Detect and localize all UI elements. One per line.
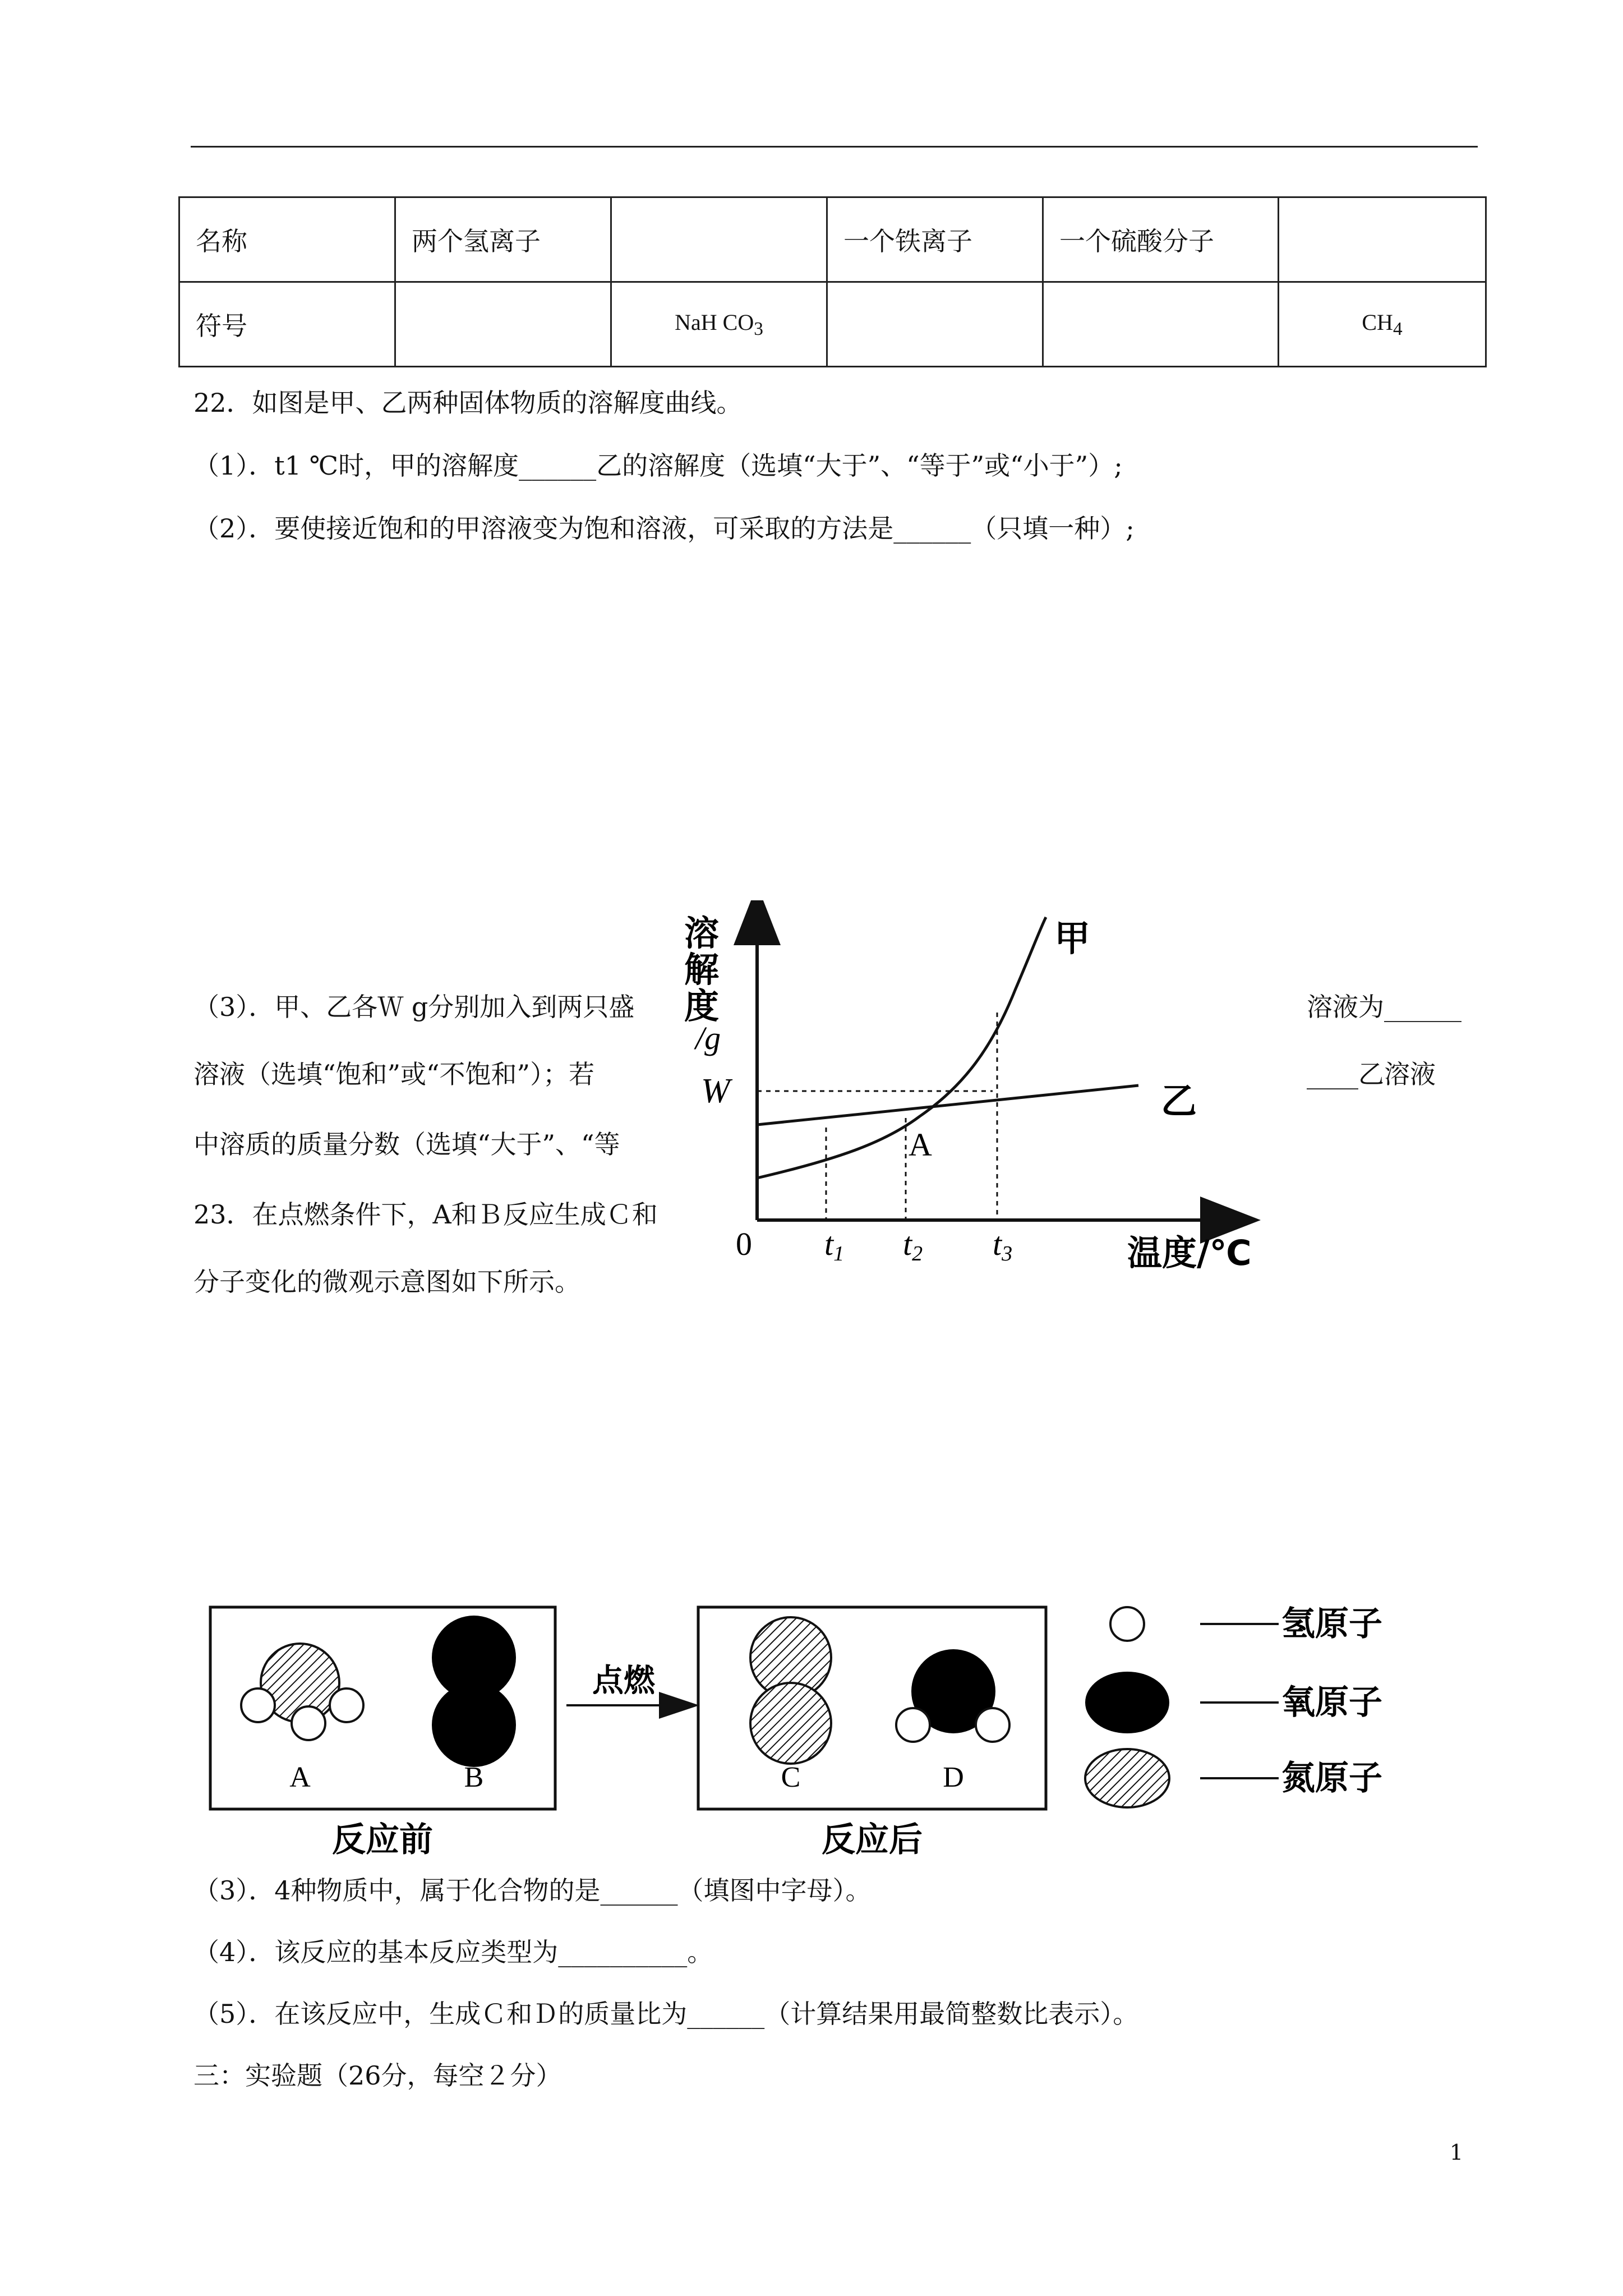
table-cell: 一个硫酸分子 [1043, 197, 1279, 282]
table-cell: 符号 [179, 282, 395, 367]
table-cell [827, 282, 1043, 367]
molecule-d [896, 1649, 1009, 1742]
molecule-c [750, 1617, 831, 1764]
legend-hydrogen-symbol [1110, 1607, 1144, 1641]
table-cell: 两个氢离子 [395, 197, 611, 282]
nitrogen-atom [750, 1683, 831, 1764]
xlabel: 温度/℃ [1127, 1232, 1252, 1273]
y-tick-w: W [701, 1072, 730, 1110]
series-jia-line [757, 917, 1046, 1178]
table-cell: 名称 [179, 197, 395, 282]
x-tick-t2: t2 [903, 1226, 923, 1266]
section-3-heading: 三：实验题（26分，每空２分） [193, 2060, 562, 2091]
ylabel-char-2: 解 [684, 949, 720, 990]
ylabel-char-3: 度 [684, 986, 720, 1027]
hydrogen-atom [896, 1708, 930, 1742]
page-number: 1 [1449, 2140, 1463, 2165]
hydrogen-atom [292, 1706, 325, 1740]
oxygen-atom [432, 1683, 516, 1767]
q23-title-line2: 分子变化的微观示意图如下所示。 [193, 1267, 580, 1297]
q22-part3-line2: 溶液（选填“饱和”或“不饱和”）；若 [193, 1059, 595, 1089]
hydrogen-atom [976, 1708, 1009, 1742]
header-rule [191, 146, 1478, 148]
series-yi-label: 乙 [1161, 1081, 1197, 1122]
q22-part3-line2-end: ____乙溶液 [1307, 1059, 1436, 1089]
legend-hydrogen-label: 氢原子 [1281, 1604, 1382, 1644]
q22-part3-line1: （3）．甲、乙各Ｗ g分别加入到两只盛 [193, 992, 635, 1022]
table-cell [1279, 197, 1486, 282]
table-cell [1043, 282, 1279, 367]
q23-part3: （3）．4种物质中，属于化合物的是______（填图中字母）。 [193, 1875, 872, 1906]
arrow-label: 点燃 [592, 1663, 655, 1699]
table-cell-formula: $CH_4$ [1279, 282, 1486, 367]
before-label: 反应前 [332, 1820, 433, 1860]
legend-oxygen-symbol [1085, 1672, 1169, 1733]
table-cell: 一个铁离子 [827, 197, 1043, 282]
legend-nitrogen-symbol [1085, 1749, 1169, 1807]
q23-part5: （5）．在该反应中，生成Ｃ和Ｄ的质量比为______（计算结果用最简整数比表示）。 [193, 1999, 1139, 2029]
legend-nitrogen-label: 氮原子 [1281, 1759, 1382, 1798]
molecule-a [241, 1644, 363, 1740]
intersection-label: A [909, 1126, 932, 1163]
after-label: 反应后 [822, 1820, 923, 1860]
q22-part1: （1）．t1 ℃时，甲的溶解度______乙的溶解度（选填“大于”、“等于”或“小于”）; [193, 450, 1123, 481]
solubility-chart [673, 900, 1318, 1293]
ylabel-unit: /g [695, 1020, 721, 1056]
q22-part3-line1-end: 溶液为______ [1307, 992, 1461, 1022]
label-a: A [289, 1761, 311, 1793]
q22-title: 22．如图是甲、乙两种固体物质的溶解度曲线。 [193, 388, 743, 418]
x-tick-t3: t3 [993, 1226, 1013, 1266]
hydrogen-atom [330, 1688, 363, 1722]
molecule-b [432, 1616, 516, 1767]
ylabel-char-1: 溶 [684, 913, 720, 954]
q22-part2: （2）．要使接近饱和的甲溶液变为饱和溶液，可采取的方法是______（只填一种）; [193, 513, 1135, 544]
label-c: C [781, 1761, 801, 1793]
q22-part3-line3: 中溶质的质量分数（选填“大于”、“等 [193, 1129, 620, 1159]
q23-part4: （4）．该反应的基本反应类型为__________。 [193, 1937, 713, 1967]
legend [1085, 1604, 1382, 1807]
table-row [179, 197, 1486, 282]
symbol-table [178, 196, 1487, 367]
origin-label: 0 [736, 1226, 752, 1262]
table-cell [395, 282, 611, 367]
label-d: D [943, 1761, 964, 1793]
table-cell [611, 197, 827, 282]
q23-title: 23．在点燃条件下，A和Ｂ反应生成Ｃ和 [193, 1199, 658, 1230]
hydrogen-atom [241, 1688, 275, 1722]
legend-oxygen-label: 氧原子 [1281, 1683, 1382, 1722]
series-jia-label: 甲 [1054, 918, 1090, 960]
table-cell-formula: NaH $CO_3$ [611, 282, 827, 367]
reaction-diagram [202, 1593, 1492, 1879]
x-tick-t1: t1 [824, 1226, 845, 1266]
label-b: B [464, 1761, 484, 1793]
table-row [179, 282, 1486, 367]
